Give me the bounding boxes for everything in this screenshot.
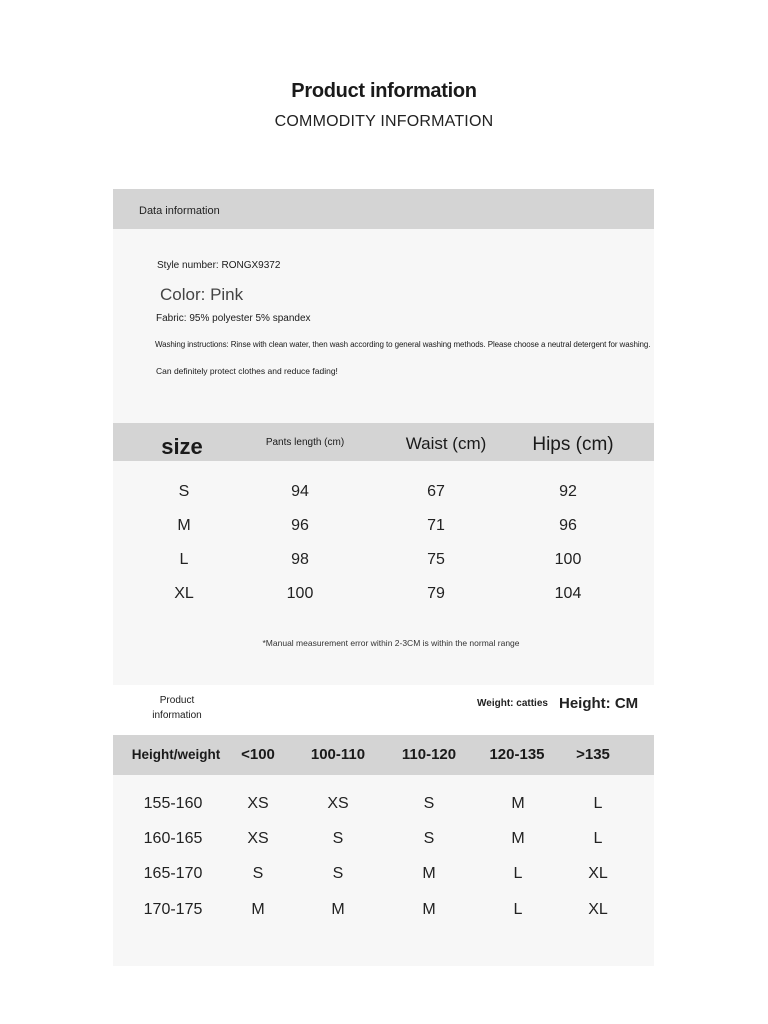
hw-cell: XL bbox=[588, 901, 608, 918]
hw-header-col: 110-120 bbox=[401, 746, 457, 763]
hw-cell: S bbox=[423, 795, 435, 812]
protect-note: Can definitely protect clothes and reduce fading! bbox=[156, 366, 338, 376]
hw-cell: L bbox=[513, 865, 523, 882]
hw-cell: L bbox=[513, 901, 523, 918]
size-cell: M bbox=[177, 517, 191, 534]
pants-length-cell: 100 bbox=[286, 585, 314, 602]
height-unit-label: Height: CM bbox=[559, 695, 639, 712]
waist-cell: 71 bbox=[427, 517, 445, 534]
data-info-panel bbox=[113, 229, 654, 423]
pants-length-cell: 96 bbox=[291, 517, 309, 534]
hw-cell: L bbox=[593, 795, 603, 812]
product-info-line2: information bbox=[152, 710, 202, 721]
hw-cell: 160-165 bbox=[143, 830, 203, 847]
measurement-note: *Manual measurement error within 2-3CM is within the normal range bbox=[262, 638, 520, 648]
hw-cell: XS bbox=[327, 795, 349, 812]
hw-header-col: 120-135 bbox=[489, 746, 545, 763]
hips-cell: 104 bbox=[554, 585, 582, 602]
fabric-label: Fabric: 95% polyester 5% spandex bbox=[156, 313, 311, 324]
page-subtitle: COMMODITY INFORMATION bbox=[274, 113, 494, 130]
table-row bbox=[113, 830, 654, 850]
size-cell: L bbox=[179, 551, 189, 568]
table-row bbox=[113, 795, 654, 815]
style-number: Style number: RONGX9372 bbox=[157, 260, 281, 271]
size-cell: S bbox=[178, 483, 190, 500]
hw-header-height-weight: Height/weight bbox=[131, 747, 221, 762]
hw-header-col: 100-110 bbox=[310, 746, 366, 763]
hw-cell: M bbox=[422, 901, 436, 918]
waist-cell: 79 bbox=[427, 585, 445, 602]
table-row bbox=[113, 551, 654, 571]
hw-header-col: <100 bbox=[241, 746, 275, 763]
hw-table-header bbox=[113, 735, 654, 775]
pants-length-cell: 98 bbox=[291, 551, 309, 568]
hips-cell: 96 bbox=[559, 517, 577, 534]
table-row bbox=[113, 483, 654, 503]
hw-cell: S bbox=[332, 865, 344, 882]
hw-header-col: >135 bbox=[576, 746, 610, 763]
color-label: Color: Pink bbox=[160, 285, 244, 304]
hw-cell: M bbox=[511, 795, 525, 812]
pants-length-header: Pants length (cm) bbox=[265, 437, 345, 448]
hips-cell: 100 bbox=[554, 551, 582, 568]
table-row bbox=[113, 865, 654, 885]
hw-cell: S bbox=[423, 830, 435, 847]
hw-cell: 155-160 bbox=[143, 795, 203, 812]
hw-cell: M bbox=[331, 901, 345, 918]
hw-cell: L bbox=[593, 830, 603, 847]
waist-cell: 67 bbox=[427, 483, 445, 500]
table-row bbox=[113, 585, 654, 605]
table-row bbox=[113, 517, 654, 537]
hips-cell: 92 bbox=[559, 483, 577, 500]
weight-unit-label: Weight: catties bbox=[477, 698, 548, 709]
waist-cell: 75 bbox=[427, 551, 445, 568]
hw-cell: 165-170 bbox=[143, 865, 203, 882]
hw-cell: XS bbox=[247, 795, 269, 812]
hw-cell: S bbox=[332, 830, 344, 847]
product-info-line1: Product bbox=[159, 695, 195, 706]
washing-instructions: Washing instructions: Rinse with clean water, then wash according to general washing methods. Please choose a neutral detergent for washing. bbox=[155, 340, 651, 349]
size-header: size bbox=[161, 434, 203, 459]
page-title: Product information bbox=[291, 80, 477, 102]
hips-header: Hips (cm) bbox=[532, 434, 614, 455]
hw-cell: M bbox=[422, 865, 436, 882]
size-cell: XL bbox=[174, 585, 194, 602]
hw-cell: XL bbox=[588, 865, 608, 882]
hw-cell: XS bbox=[247, 830, 269, 847]
product-info-label bbox=[137, 693, 217, 723]
hw-cell: 170-175 bbox=[143, 901, 203, 918]
hw-cell: M bbox=[251, 901, 265, 918]
hw-cell: S bbox=[252, 865, 264, 882]
waist-header: Waist (cm) bbox=[405, 434, 487, 453]
hw-cell: M bbox=[511, 830, 525, 847]
data-info-heading: Data information bbox=[139, 205, 220, 217]
table-row bbox=[113, 901, 654, 921]
pants-length-cell: 94 bbox=[291, 483, 309, 500]
